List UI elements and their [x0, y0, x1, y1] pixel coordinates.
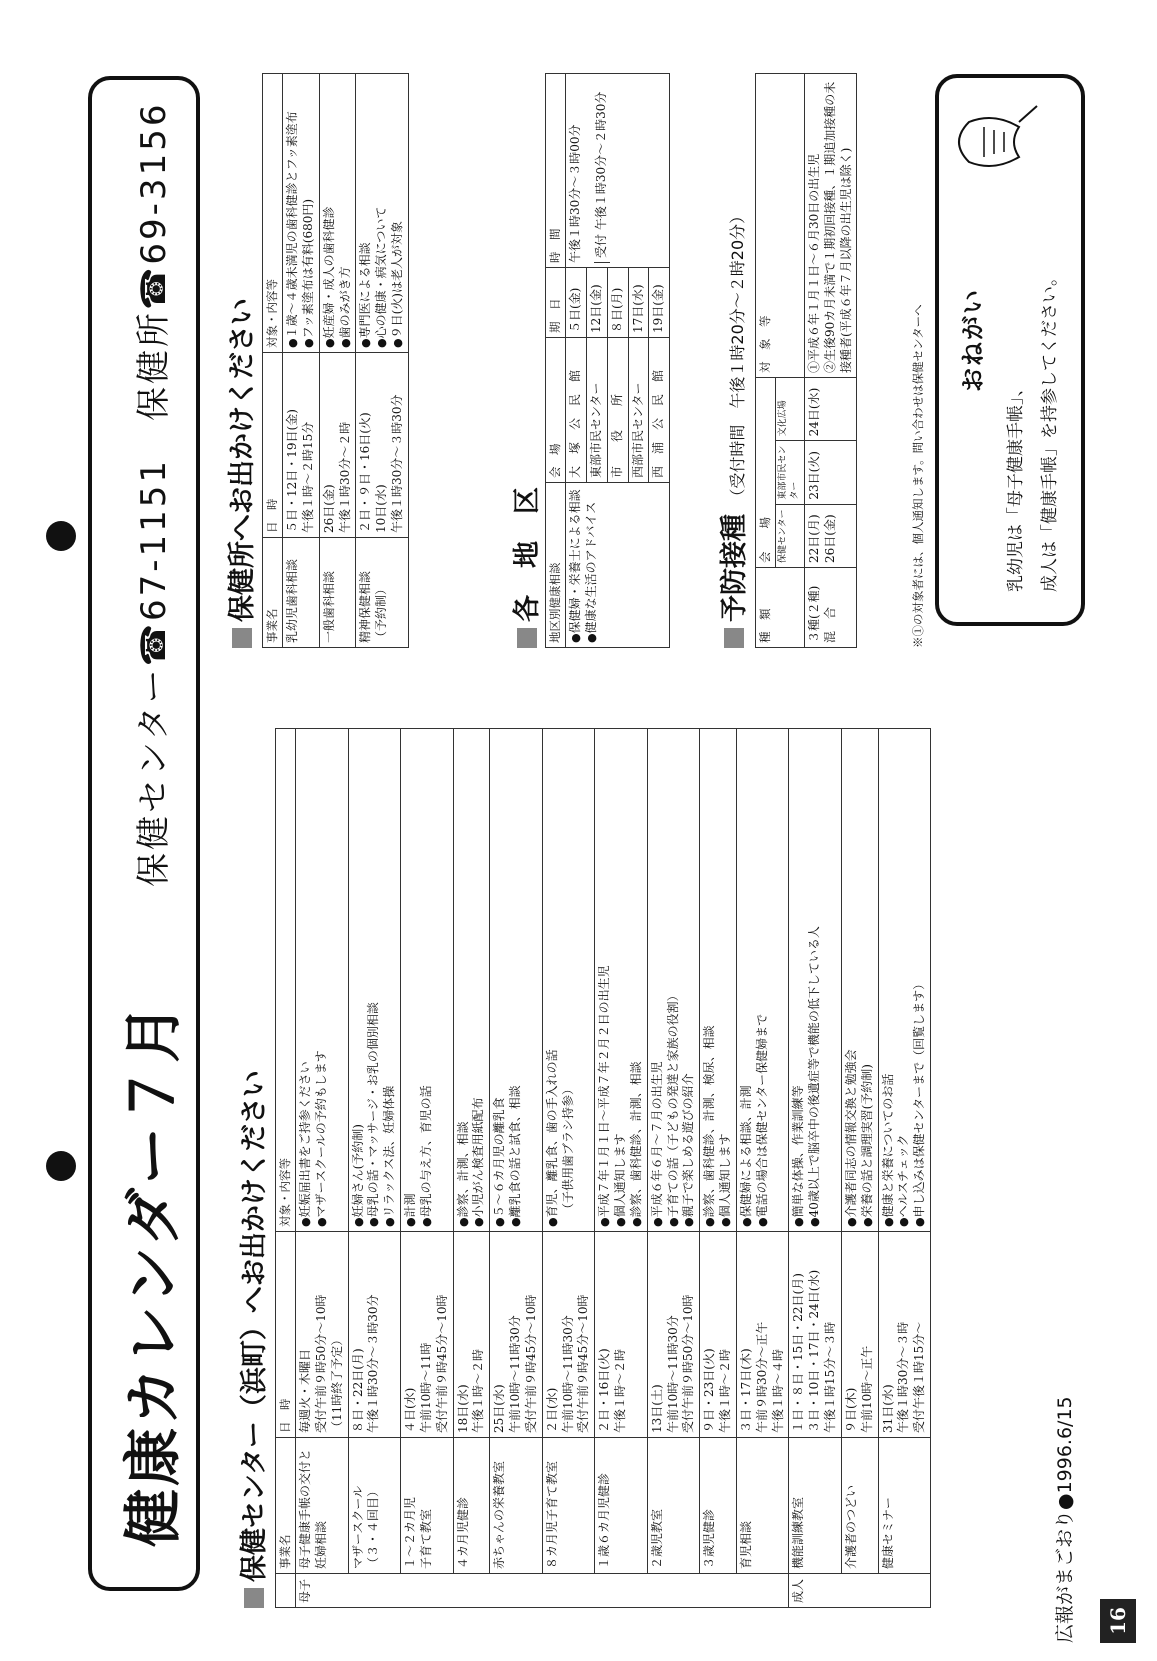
content-item: ● 健康と栄養についてのお話	[881, 733, 897, 1227]
program-name-cell: ４カ月児健診	[453, 1438, 490, 1574]
content-item: ● 計測	[403, 733, 419, 1227]
col-header: 期 日	[546, 268, 566, 338]
content-item: ● 40歳以上で脳卒中の後遺症等で機能の低下している人	[807, 733, 823, 1227]
content-item: ● 個人通知します	[613, 733, 629, 1227]
banner-contact: 保健センター☎67-1151 保健所☎69-3156	[134, 101, 174, 887]
program-name-cell: 精神保健相談 （予約制）	[356, 538, 408, 648]
col-header: 時 間	[546, 74, 566, 268]
content-cell	[789, 729, 841, 1232]
program-name-cell: ８カ月児子育て教室	[542, 1438, 594, 1574]
schedule-cell: 26日(金) 午後１時30分～２時	[319, 353, 356, 538]
content-item: ● 妊産婦・成人の歯科健診	[322, 78, 338, 348]
schedule-cell: ５日・12日・19日(金) 午後１時～２時15分	[283, 353, 320, 538]
venue-cell: 市 役 所	[607, 338, 628, 483]
target-item: ②生後90カ月未満で１期初回接種、１期追加接種の未接種者(平成６年７月以降の出生児は除く)	[822, 81, 853, 373]
col-header: 会 場	[546, 338, 566, 483]
content-cell	[542, 729, 594, 1232]
target-item: ①平成６年１月１日～６月30日の出生児	[806, 153, 821, 373]
content-item: ● ９日(火)は老人が対象	[390, 78, 406, 348]
venue-header: 文化広場	[776, 378, 805, 441]
content-item: ● 母乳の話・マッサージ・お乳の個別相談	[366, 733, 382, 1227]
date-cell: 24日(水)	[804, 378, 856, 441]
content-item: ● 個人通知します	[718, 733, 734, 1227]
program-name-cell: 機能訓練教室	[789, 1438, 841, 1574]
date-cell: 22日(月) 26日(金)	[804, 504, 856, 567]
content-item: ● 育児、離乳食、歯の手入れの話 （子供用歯ブラシ持参）	[545, 733, 577, 1227]
table-row	[401, 729, 453, 1608]
chiku-content-cell	[566, 483, 670, 648]
yobo-heading: 予防接種 （受付時間 午後１時20分～２時20分）	[712, 208, 751, 648]
content-item: ● 診察、歯科健診、計測、相談	[629, 733, 645, 1227]
schedule-cell: 毎週火・木曜日 受付午前９時50分～10時 （11時終了予定）	[296, 1232, 348, 1438]
heading-square-icon	[517, 628, 537, 648]
table-row	[736, 729, 788, 1608]
content-item: ● 申し込みは保健センターまで（回覧します）	[912, 733, 928, 1227]
chiku-heading: 各 地 区	[505, 487, 544, 648]
content-item: ● マザースクールの予約もします	[314, 733, 330, 1227]
table-row	[490, 729, 542, 1608]
col-header: 対 象 等	[756, 74, 805, 378]
col-header: 日 時	[276, 1232, 296, 1438]
calendar-banner	[88, 76, 200, 1591]
vaccine-type-cell: ３種(２種) 混 合	[804, 568, 856, 648]
yobo-note: ※①の対象者には、個人通知します。問い合わせは保健センターへ	[911, 304, 925, 648]
heading-square-icon	[244, 1588, 264, 1608]
content-cell	[401, 729, 453, 1232]
col-header: 種 類	[756, 568, 805, 648]
content-item: ● 健康な生活のアドバイス	[584, 487, 600, 643]
chiku-table	[545, 73, 670, 648]
content-item: ● 平成７年１月１日～平成７年２月２日の出生児	[597, 733, 613, 1227]
content-item: ● 親子で楽しめる遊びの紹介	[681, 733, 697, 1227]
category-cell: 成人	[789, 1574, 931, 1608]
schedule-cell: ４日(水) 午前10時～11時 受付午前９時45分～10時	[401, 1232, 453, 1438]
venue-cell: 西 浦 公 民 館	[649, 338, 670, 483]
col-header: 対象・内容等	[276, 729, 296, 1232]
center-heading: 保健センター（浜町）へお出かけください	[232, 1070, 271, 1608]
program-name-cell: 赤ちゃんの栄養教室	[490, 1438, 542, 1574]
content-item: ● 保健婦による相談、計測	[739, 733, 755, 1227]
table-row	[296, 729, 348, 1608]
content-cell	[878, 729, 930, 1232]
content-item: ● 診察、計測、相談	[456, 733, 472, 1227]
program-name-cell: 健康セミナー	[878, 1438, 930, 1574]
schedule-cell: １日・８日・15日・22日(月) ３日・10日・17日・24日(水) 午後１時15分～３時	[789, 1232, 841, 1438]
table-row	[595, 729, 647, 1608]
program-name-cell: 一般歯科相談	[319, 538, 356, 648]
content-cell	[296, 729, 348, 1232]
schedule-cell: 25日(水) 午前10時～11時30分 受付午前９時45分～10時	[490, 1232, 542, 1438]
schedule-cell: 13日(土) 午前10時～11時30分 受付午前９時50分～10時	[647, 1232, 699, 1438]
yobo-subheading: （受付時間 午後１時20分～２時20分）	[728, 207, 747, 505]
time-cell	[566, 74, 670, 268]
schedule-cell: ９日(木) 午前10時～正午	[841, 1232, 878, 1438]
content-cell	[348, 729, 400, 1232]
date-cell: 17日(水)	[628, 268, 649, 338]
schedule-cell: ３日・17日(木) 午前９時30分～正午 午後１時～４時	[736, 1232, 788, 1438]
punch-hole	[46, 1151, 76, 1181]
venue-header: 東部市民センター	[776, 441, 805, 504]
hokenjo-table-body	[283, 74, 409, 648]
content-item: ● １歳～４歳未満児の歯科健診とフッ素塗布	[285, 78, 301, 348]
table-row	[841, 729, 878, 1608]
table-row	[878, 729, 930, 1608]
venue-cell: 西部市民センター	[628, 338, 649, 483]
footer-text: 広報がまごおり●1996.6/15	[1054, 1396, 1076, 1643]
table-row	[789, 729, 841, 1608]
col-header: 対象・内容等	[263, 74, 283, 353]
content-cell	[490, 729, 542, 1232]
content-item: ● 母乳の与え方、育児の話	[419, 733, 435, 1227]
program-name-cell: ３歳児健診	[700, 1438, 737, 1574]
program-name-cell: １歳６カ月児健診	[595, 1438, 647, 1574]
page-number: 16	[1100, 1599, 1136, 1643]
content-item: ● 小児がん検査用紙配布	[471, 733, 487, 1227]
heading-square-icon	[724, 628, 744, 648]
content-cell	[283, 74, 320, 353]
col-header	[276, 1574, 296, 1608]
content-item: ● ヘルスチェック	[896, 733, 912, 1227]
target-cell	[804, 74, 856, 378]
hokenjo-heading: 保健所へお出かけください	[220, 298, 259, 648]
chiku-time-cityhall: 受付 午後１時30分～２時30分	[594, 78, 610, 263]
content-item: ● 心の健康・病気について	[374, 78, 390, 348]
content-cell	[700, 729, 737, 1232]
tooth-brush-icon	[949, 102, 1039, 182]
content-cell	[647, 729, 699, 1232]
schedule-cell: ２日・９日・16日(火) 10日(水) 午後１時30分～３時30分	[356, 353, 408, 538]
program-name-cell: 乳幼児歯科相談	[283, 538, 320, 648]
chiku-time-main: 午後１時30分～３時00分	[568, 124, 583, 263]
content-cell	[453, 729, 490, 1232]
heading-square-icon	[232, 628, 252, 648]
program-name-cell: 母子健康手帳の交付と妊婦相談	[296, 1438, 348, 1574]
schedule-cell: ８日・22日(月) 午後１時30分～３時30分	[348, 1232, 400, 1438]
content-item: ● 妊娠届出書をご持参ください	[298, 733, 314, 1227]
table-row	[283, 74, 320, 648]
col-header: 地区別健康相談	[546, 483, 566, 648]
content-item: ● 診察、歯科健診、計測、検尿、相談	[702, 733, 718, 1227]
content-item: ● 離乳食の話と試食、相談	[508, 733, 524, 1227]
date-cell: 19日(金)	[649, 268, 670, 338]
venue-cell: 大 塚 公 民 館	[566, 338, 587, 483]
venue-header: 保健センター	[776, 504, 805, 567]
table-row	[453, 729, 490, 1608]
content-item: ● 保健婦・栄養士による相談	[568, 487, 584, 643]
content-cell	[356, 74, 408, 353]
table-row	[647, 729, 699, 1608]
center-table-body	[296, 729, 931, 1608]
content-item: ● 妊婦さん(予約制)	[351, 733, 367, 1227]
yobo-table	[755, 73, 857, 648]
content-item: ● リラックス法、妊婦体操	[382, 733, 398, 1227]
category-cell: 母子	[296, 1574, 789, 1608]
center-schedule-table	[275, 728, 931, 1608]
content-item: ● 平成６年６月～７月の出生児	[650, 733, 666, 1227]
program-name-cell: 育児相談	[736, 1438, 788, 1574]
content-cell	[736, 729, 788, 1232]
content-cell	[841, 729, 878, 1232]
content-item: ● 介護者同志の情報交換と勉強会	[844, 733, 860, 1227]
venue-cell: 東部市民センター	[587, 338, 608, 483]
content-item: ● フッ素塗布は有料(680円)	[301, 78, 317, 348]
schedule-cell: ９日・23日(火) 午後１時～２時	[700, 1232, 737, 1438]
schedule-cell: 31日(水) 午後１時30分～３時 受付午後１時15分～	[878, 1232, 930, 1438]
program-name-cell: ２歳児教室	[647, 1438, 699, 1574]
content-item: ● 専門医による相談	[358, 78, 374, 348]
col-header: 事業名	[276, 1438, 296, 1574]
col-header: 事業名	[263, 538, 283, 648]
content-cell	[319, 74, 356, 353]
onegai-line: 乳幼児は「母子健康手帳」、	[1006, 379, 1026, 592]
schedule-cell: ２日・16日(火) 午後１時～２時	[595, 1232, 647, 1438]
table-row	[348, 729, 400, 1608]
content-item: ● 歯のみがき方	[338, 78, 354, 348]
content-item: ● 栄養の話と調理実習(予約制)	[860, 733, 876, 1227]
content-item: ● 電話の場合は保健センター保健婦まで	[755, 733, 771, 1227]
onegai-box	[935, 74, 1085, 626]
content-item: ● 子育ての話（子どもの発達と家族の役割）	[666, 733, 682, 1227]
program-name-cell: マザースクール （３・４回目）	[348, 1438, 400, 1574]
table-row	[700, 729, 737, 1608]
banner-title: 健康カレンダー７月	[119, 1001, 187, 1547]
schedule-cell: 18日(水) 午後１時～２時	[453, 1232, 490, 1438]
content-item: ● ５～６カ月児の離乳食	[492, 733, 508, 1227]
col-header: 会 場	[756, 378, 776, 568]
punch-hole	[46, 521, 76, 551]
schedule-cell: ２日(水) 午前10時～11時30分 受付午前９時45分～10時	[542, 1232, 594, 1438]
table-row	[356, 74, 408, 648]
date-cell: 12日(金)	[587, 268, 608, 338]
col-header: 日 時	[263, 353, 283, 538]
onegai-title: おねがい	[959, 288, 987, 392]
content-item: ● 簡単な体操、作業訓練等	[791, 733, 807, 1227]
date-cell: ５日(金)	[566, 268, 587, 338]
content-cell	[595, 729, 647, 1232]
table-row	[319, 74, 356, 648]
program-name-cell: １～２カ月児 子育て教室	[401, 1438, 453, 1574]
hokenjo-table	[262, 73, 409, 648]
onegai-line: 成人は「健康手帳」を持参してください。	[1040, 269, 1060, 592]
program-name-cell: 介護者のつどい	[841, 1438, 878, 1574]
date-cell: 23日(火)	[804, 441, 856, 504]
table-row	[542, 729, 594, 1608]
yobo-table-body	[804, 74, 856, 648]
date-cell: ８日(月)	[607, 268, 628, 338]
chiku-table-body	[566, 74, 670, 648]
